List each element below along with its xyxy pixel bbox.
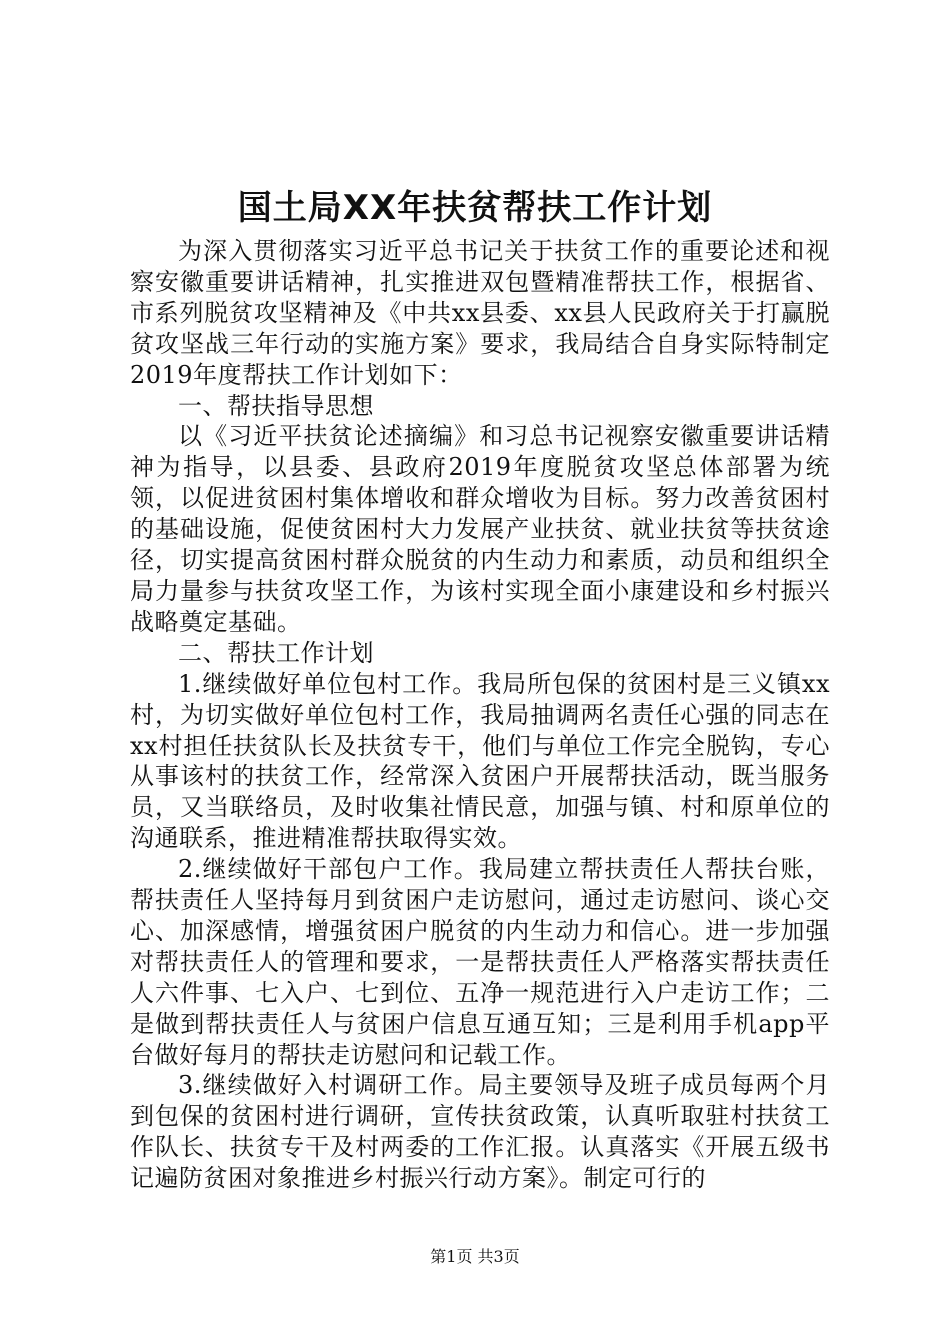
section-heading-work-plan: 二、帮扶工作计划 bbox=[178, 638, 374, 667]
guiding-thought-paragraph: 以《习近平扶贫论述摘编》和习总书记视察安徽重要讲话精神为指导，以县委、县政府2019年度脱贫攻坚总体部署为统领，以促进贫困村集体增收和群众增收为目标。努力改善贫困村的基础设施，促使贫困村大力发展产业扶贫、就业扶贫等扶贫途径，切实提高贫困村群众脱贫的内生动力和素质，动员和组织全局力量参与扶贫攻坚工作，为该村实现全面小康建设和乡村振兴战略奠定基础。 bbox=[130, 422, 830, 636]
section-heading-guiding-thought: 一、帮扶指导思想 bbox=[178, 391, 374, 420]
plan-item-3-paragraph: 3.继续做好入村调研工作。局主要领导及班子成员每两个月到包保的贫困村进行调研，宣传扶贫政策，认真听取驻村扶贫工作队长、扶贫专干及村两委的工作汇报。认真落实《开展五级书记遍防贫困对象推进乡村振兴行动方案》。制定可行的 bbox=[130, 1071, 830, 1193]
document-title: 国土局XX年扶贫帮扶工作计划 bbox=[237, 188, 713, 228]
plan-item-2-paragraph: 2.继续做好干部包户工作。我局建立帮扶责任人帮扶台账，帮扶责任人坚持每月到贫困户走访慰问，通过走访慰问、谈心交心、加深感情，增强贫困户脱贫的内生动力和信心。进一步加强对帮扶责任人的管理和要求，一是帮扶责任人严格落实帮扶责任人六件事、七入户、七到位、五净一规范进行入户走访工作；二是做到帮扶责任人与贫困户信息互通互知；三是利用手机app平台做好每月的帮扶走访慰问和记载工作。 bbox=[130, 855, 830, 1069]
intro-paragraph: 为深入贯彻落实习近平总书记关于扶贫工作的重要论述和视察安徽重要讲话精神，扎实推进双包暨精准帮扶工作，根据省、市系列脱贫攻坚精神及《中共xx县委、xx县人民政府关于打赢脱贫攻坚战三年行动的实施方案》要求，我局结合自身实际特制定2019年度帮扶工作计划如下： bbox=[130, 237, 830, 389]
document-body bbox=[130, 236, 830, 1194]
plan-item-1-paragraph: 1.继续做好单位包村工作。我局所包保的贫困村是三义镇xx村，为切实做好单位包村工作，我局抽调两名责任心强的同志在xx村担任扶贫队长及扶贫专干，他们与单位工作完全脱钩，专心从事该村的扶贫工作，经常深入贫困户开展帮扶活动，既当服务员，又当联络员，及时收集社情民意，加强与镇、村和原单位的沟通联系，推进精准帮扶取得实效。 bbox=[130, 669, 830, 853]
page-number-footer: 第1页 共3页 bbox=[430, 1247, 520, 1266]
